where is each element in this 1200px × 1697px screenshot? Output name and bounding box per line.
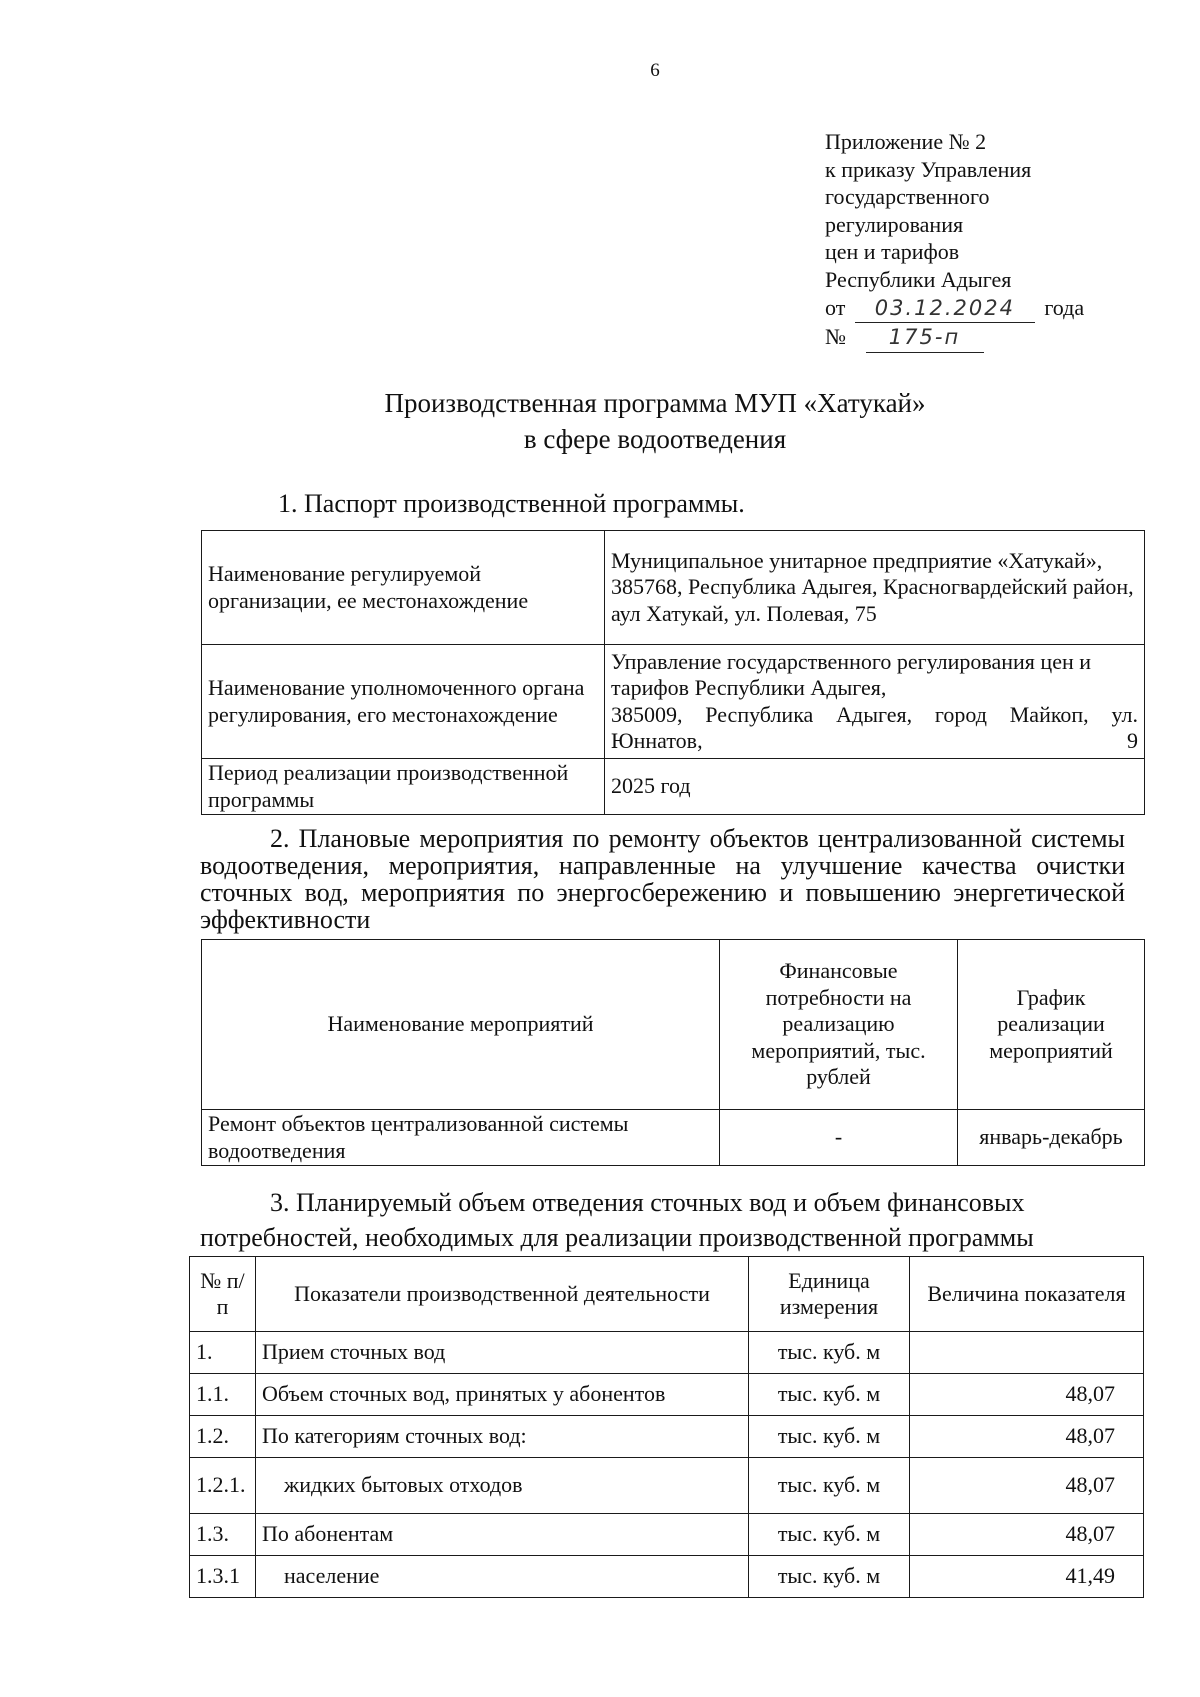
passport-label: Период реализации производственной программы xyxy=(202,759,605,815)
row-num: 1.2.1. xyxy=(190,1458,256,1514)
row-num: 1.3.1 xyxy=(190,1556,256,1598)
passport-value xyxy=(605,531,1145,645)
row-num: 1. xyxy=(190,1332,256,1374)
row-indicator: По категориям сточных вод: xyxy=(256,1416,749,1458)
row-unit: тыс. куб. м xyxy=(749,1332,910,1374)
table-row xyxy=(202,531,1145,645)
appendix-line-3: государственного xyxy=(825,184,990,210)
row-unit: тыс. куб. м xyxy=(749,1556,910,1598)
handwritten-order-number: 175-п xyxy=(866,324,984,353)
section-3-heading-text: 3. Планируемый объем отведения сточных вод и объем финансовых потребностей, необходимых для реализации производственной программы xyxy=(200,1188,1034,1252)
table-row xyxy=(202,1110,1145,1166)
passport-label: Наименование регулируемой организации, ее местонахождение xyxy=(202,531,605,645)
row-value: 48,07 xyxy=(910,1416,1144,1458)
measure-finance: - xyxy=(720,1110,958,1166)
appendix-line-2: к приказу Управления xyxy=(825,156,1032,182)
row-value: 48,07 xyxy=(910,1514,1144,1556)
date-prefix: от xyxy=(825,294,846,320)
appendix-number-line xyxy=(825,323,1084,353)
row-indicator: Объем сточных вод, принятых у абонентов xyxy=(256,1374,749,1416)
row-value: 48,07 xyxy=(910,1458,1144,1514)
measure-name: Ремонт объектов централизованной системы водоотведения xyxy=(202,1110,720,1166)
row-value xyxy=(910,1332,1144,1374)
document-subtitle: в сфере водоотведения xyxy=(523,424,787,454)
row-unit: тыс. куб. м xyxy=(749,1416,910,1458)
number-prefix: № xyxy=(825,324,846,350)
passport-value-line: Управление государственного регулирования цен и тарифов Республики Адыгея, xyxy=(611,648,1092,700)
row-unit: тыс. куб. м xyxy=(749,1374,910,1416)
row-value: 48,07 xyxy=(910,1374,1144,1416)
passport-label: Наименование уполномоченного органа регулирования, его местонахождение xyxy=(202,645,605,759)
section-2-heading-text: 2. Плановые мероприятия по ремонту объектов централизованной системы водоотведения, мероприятия, направленные на улучшение качества очистки сточных вод, мероприятия по энергосбережению и повышению энергетической эффективности xyxy=(200,824,1125,934)
section-2-heading xyxy=(200,825,1125,933)
row-indicator: население xyxy=(256,1556,749,1598)
date-suffix: года xyxy=(1044,294,1085,320)
page-number: 6 xyxy=(650,60,660,81)
section-3-heading xyxy=(200,1185,1125,1255)
passport-value xyxy=(605,645,1145,759)
appendix-block xyxy=(825,128,1084,353)
row-num: 1.2. xyxy=(190,1416,256,1458)
table-header-row xyxy=(202,940,1145,1110)
table-row xyxy=(190,1514,1144,1556)
row-num: 1.1. xyxy=(190,1374,256,1416)
row-num: 1.3. xyxy=(190,1514,256,1556)
passport-value-line: Муниципальное унитарное предприятие «Хатукай», xyxy=(611,547,1103,573)
volumes-table xyxy=(189,1256,1144,1598)
table-row xyxy=(190,1374,1144,1416)
appendix-date-line xyxy=(825,294,1084,324)
header-measure-name: Наименование мероприятий xyxy=(202,940,720,1110)
table-row xyxy=(190,1556,1144,1598)
table-row xyxy=(190,1332,1144,1374)
header-indicator: Показатели производственной деятельности xyxy=(256,1257,749,1332)
section-1-heading: 1. Паспорт производственной программы. xyxy=(278,489,745,518)
measure-schedule: январь-декабрь xyxy=(958,1110,1145,1166)
document-title: Производственная программа МУП «Хатукай» xyxy=(384,388,926,418)
table-row xyxy=(202,645,1145,759)
row-indicator: По абонентам xyxy=(256,1514,749,1556)
passport-value-line: 385768, Республика Адыгея, Красногвардейский район, аул Хатукай, ул. Полевая, 75 xyxy=(611,574,1134,626)
passport-value: 2025 год xyxy=(605,759,1145,815)
header-num: № п/п xyxy=(190,1257,256,1332)
row-indicator: жидких бытовых отходов xyxy=(256,1458,749,1514)
table-row xyxy=(190,1458,1144,1514)
appendix-line-4: регулирования xyxy=(825,211,964,237)
header-value: Величина показателя xyxy=(910,1257,1144,1332)
passport-table xyxy=(201,530,1145,815)
header-finance: Финансовые потребности на реализацию мероприятий, тыс. рублей xyxy=(720,940,958,1110)
header-schedule: График реализации мероприятий xyxy=(958,940,1145,1110)
row-unit: тыс. куб. м xyxy=(749,1514,910,1556)
table-row xyxy=(190,1416,1144,1458)
measures-table xyxy=(201,939,1145,1166)
table-row xyxy=(202,759,1145,815)
row-indicator: Прием сточных вод xyxy=(256,1332,749,1374)
appendix-line-6: Республики Адыгея xyxy=(825,266,1012,292)
row-unit: тыс. куб. м xyxy=(749,1458,910,1514)
table-header-row xyxy=(190,1257,1144,1332)
handwritten-date: 03.12.2024 xyxy=(855,295,1035,324)
passport-value-line: 385009, Республика Адыгея, город Майкоп, ул. Юннатов, 9 xyxy=(611,701,1138,753)
appendix-line-5: цен и тарифов xyxy=(825,239,960,265)
appendix-line-1: Приложение № 2 xyxy=(825,129,987,154)
header-unit: Единица измерения xyxy=(749,1257,910,1332)
row-value: 41,49 xyxy=(910,1556,1144,1598)
